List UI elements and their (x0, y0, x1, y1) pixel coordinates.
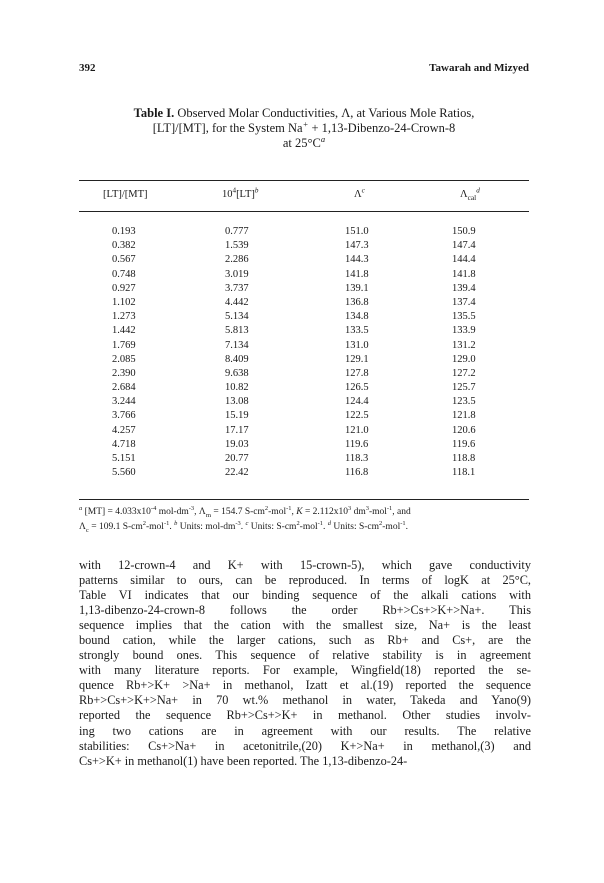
table-row (79, 424, 529, 438)
body-line: sequence implies that the cation with the smallest size, Na+ is the least (79, 618, 531, 633)
table-label: Table I. (133, 106, 175, 120)
table-row (79, 438, 529, 452)
col-header-calc-sub: cal (467, 193, 477, 203)
cell-ligand-conc: 19.03 (225, 438, 249, 450)
cell-ligand-conc: 17.17 (225, 424, 249, 436)
cell-observed: 141.8 (345, 268, 369, 280)
caption-line-2-pre: [LT]/[MT], for the System Na (152, 121, 303, 135)
cell-ratio: 1.273 (112, 311, 136, 323)
body-line: ing two cations are in agreement with our results. The relative (79, 723, 531, 738)
col-header-ligand-conc-pre: 10 (222, 189, 233, 200)
page-number: 392 (79, 62, 96, 74)
cell-ligand-conc: 5.813 (225, 325, 249, 337)
cell-observed: 119.6 (345, 438, 369, 450)
cell-calculated: 139.4 (452, 282, 476, 294)
cell-calculated: 147.4 (452, 240, 476, 252)
cell-observed: 118.3 (345, 453, 369, 464)
cell-observed: 151.0 (345, 226, 369, 237)
table-row (79, 452, 529, 466)
cell-ratio: 0.567 (112, 254, 136, 266)
table-bottom-rule (79, 499, 529, 500)
cell-ligand-conc: 22.42 (225, 467, 249, 479)
table-header-rule (79, 211, 529, 212)
cell-ligand-conc: 20.77 (225, 453, 249, 464)
cell-calculated: 133.9 (452, 325, 476, 337)
caption-sup-plus: + (302, 118, 309, 129)
cell-observed: 126.5 (345, 382, 369, 394)
table-header (79, 186, 529, 207)
cell-calculated: 127.2 (452, 367, 476, 379)
cell-calculated: 144.4 (452, 254, 476, 266)
col-header-calculated (460, 186, 480, 203)
table-row (79, 296, 529, 310)
cell-calculated: 129.0 (452, 353, 476, 365)
cell-calculated: 118.8 (452, 453, 476, 464)
col-header-exp: 4 (232, 186, 237, 195)
cell-observed: 129.1 (345, 353, 369, 365)
cell-ratio: 2.684 (112, 382, 136, 394)
cell-observed: 139.1 (345, 282, 369, 294)
body-line: Rb+>Cs+>K+>Na+ in 70 wt.% methanol in water, Takeda and Yano(9) (79, 693, 531, 708)
cell-calculated: 121.8 (452, 410, 476, 422)
body-line: patterns similar to ours, can be reproduced. In terms of logK at 25°C, (79, 573, 531, 588)
running-head-authors: Tawarah and Mizyed (429, 62, 529, 74)
table-row (79, 253, 529, 267)
col-header-ligand-conc-mid: [LT] (236, 189, 255, 200)
cell-ligand-conc: 3.737 (225, 282, 249, 294)
cell-calculated: 120.6 (452, 424, 476, 436)
table-row (79, 324, 529, 338)
table-row (79, 310, 529, 324)
body-paragraph (79, 558, 531, 769)
table-row (79, 395, 529, 409)
table-row (79, 225, 529, 239)
cell-calculated: 125.7 (452, 382, 476, 394)
cell-observed: 127.8 (345, 367, 369, 379)
cell-calculated: 135.5 (452, 311, 476, 323)
cell-ligand-conc: 8.409 (225, 353, 249, 365)
cell-ligand-conc: 3.019 (225, 268, 249, 280)
cell-ratio: 2.390 (112, 367, 136, 379)
col-header-observed (354, 186, 365, 200)
cell-observed: 133.5 (345, 325, 369, 337)
body-line: stabilities: Cs+>Na+ in acetonitrile,(20) K+>Na+ in methanol,(3) and (79, 738, 531, 753)
cell-observed: 131.0 (345, 339, 369, 351)
cell-calculated: 123.5 (452, 396, 476, 408)
cell-ratio: 0.193 (112, 226, 136, 237)
cell-observed: 136.8 (345, 296, 369, 308)
cell-calculated: 118.1 (452, 467, 476, 479)
cell-ratio: 4.718 (112, 438, 136, 450)
cell-observed: 144.3 (345, 254, 369, 266)
col-header-footnote-d: d (476, 186, 480, 195)
cell-ratio: 5.560 (112, 467, 136, 479)
cell-observed: 124.4 (345, 396, 369, 408)
footnote-line-1: $^a$ $[MT] = 4.033x10^{-4}$ mol-$dm^{-3}$, $\Lambda_m = 154.7$ $S-cm^2-mol^{-1}$, $K = 2.112x10^3$ $dm^3-mol^{-1}$, and (79, 504, 411, 519)
body-line: Table VI indicates that our binding sequence of the alkali cations with (79, 588, 531, 603)
cell-ratio: 1.442 (112, 325, 136, 337)
cell-calculated: 131.2 (452, 339, 476, 351)
col-header-ratio: [LT]/[MT] (103, 189, 148, 200)
cell-calculated: 150.9 (452, 226, 476, 237)
cell-ligand-conc: 10.82 (225, 382, 249, 394)
cell-observed: 122.5 (345, 410, 369, 422)
cell-ratio: 0.927 (112, 282, 136, 294)
body-line: bound cation, while the larger cations, such as Rb+ and Cs+, are the (79, 633, 531, 648)
body-line: reported the sequence Rb+>Cs+>K+ in methanol. Other studies involv- (79, 708, 531, 723)
table-top-rule (79, 180, 529, 181)
cell-ligand-conc: 1.539 (225, 240, 249, 252)
caption-line-2-post: + 1,13-Dibenzo-24-Crown-8 (308, 121, 456, 135)
table-row (79, 282, 529, 296)
cell-calculated: 137.4 (452, 296, 476, 308)
col-header-observed-symbol: Λ (354, 189, 362, 200)
col-header-footnote-b: b (254, 186, 259, 195)
table-row (79, 353, 529, 367)
body-line: quence Rb+>K+ >Na+ in methanol, Izatt et al.(19) reported the sequence (79, 678, 531, 693)
cell-observed: 147.3 (345, 240, 369, 252)
cell-ratio: 1.769 (112, 339, 136, 351)
col-header-ligand-conc (222, 186, 259, 200)
cell-observed: 116.8 (345, 467, 369, 479)
body-line: Cs+>K+ in methanol(1) have been reported. The 1,13-dibenzo-24- (79, 753, 408, 768)
cell-ligand-conc: 9.638 (225, 367, 249, 379)
body-line: with many literature reports. For example, Wingfield(18) reported the se- (79, 663, 531, 678)
cell-ligand-conc: 15.19 (225, 410, 249, 422)
cell-calculated: 141.8 (452, 268, 476, 280)
cell-ligand-conc: 0.777 (225, 226, 249, 237)
table-row (79, 239, 529, 253)
table-row (79, 367, 529, 381)
table-row (79, 339, 529, 353)
body-line: strongly bound ones. This sequence of relative stability is in agreement (79, 648, 531, 663)
table-footnotes (79, 505, 539, 535)
col-header-footnote-c: c (361, 186, 365, 195)
col-header-calculated-symbol: Λ (460, 189, 468, 200)
table-row (79, 381, 529, 395)
cell-ratio: 3.244 (112, 396, 136, 408)
caption-footnote-a: a (320, 133, 326, 144)
cell-ratio: 3.766 (112, 410, 136, 422)
cell-ratio: 5.151 (112, 453, 136, 464)
cell-ligand-conc: 13.08 (225, 396, 249, 408)
cell-ratio: 0.382 (112, 240, 136, 252)
cell-ratio: 2.085 (112, 353, 136, 365)
table-row (79, 466, 529, 480)
cell-calculated: 119.6 (452, 438, 476, 450)
table-caption (79, 106, 529, 151)
footnote-line-2: $\Lambda_c = 109.1$ $S-cm^2-mol^{-1}$. $^b$ Units: mol-$dm^{-3}$. $^c$ Units: $S-cm^2-mol^{-1}$. $^d$ Units: $S-cm^2-mol^{-1}$. (79, 519, 408, 534)
cell-ratio: 1.102 (112, 296, 136, 308)
table-body (79, 225, 529, 480)
cell-ratio: 4.257 (112, 424, 136, 436)
cell-ligand-conc: 2.286 (225, 254, 249, 266)
cell-ratio: 0.748 (112, 268, 136, 280)
body-line: with 12-crown-4 and K+ with 15-crown-5), which gave conductivity (79, 558, 531, 572)
caption-line-3: at 25°C (282, 136, 321, 150)
table-row (79, 409, 529, 423)
cell-ligand-conc: 7.134 (225, 339, 249, 351)
cell-observed: 121.0 (345, 424, 369, 436)
caption-line-1: Observed Molar Conductivities, Λ, at Various Mole Ratios, (177, 106, 475, 120)
cell-ligand-conc: 4.442 (225, 296, 249, 308)
body-line: 1,13-dibenzo-24-crown-8 follows the order Rb+>Cs+>K+>Na+. This (79, 603, 531, 618)
table-row (79, 268, 529, 282)
cell-observed: 134.8 (345, 311, 369, 323)
cell-ligand-conc: 5.134 (225, 311, 249, 323)
